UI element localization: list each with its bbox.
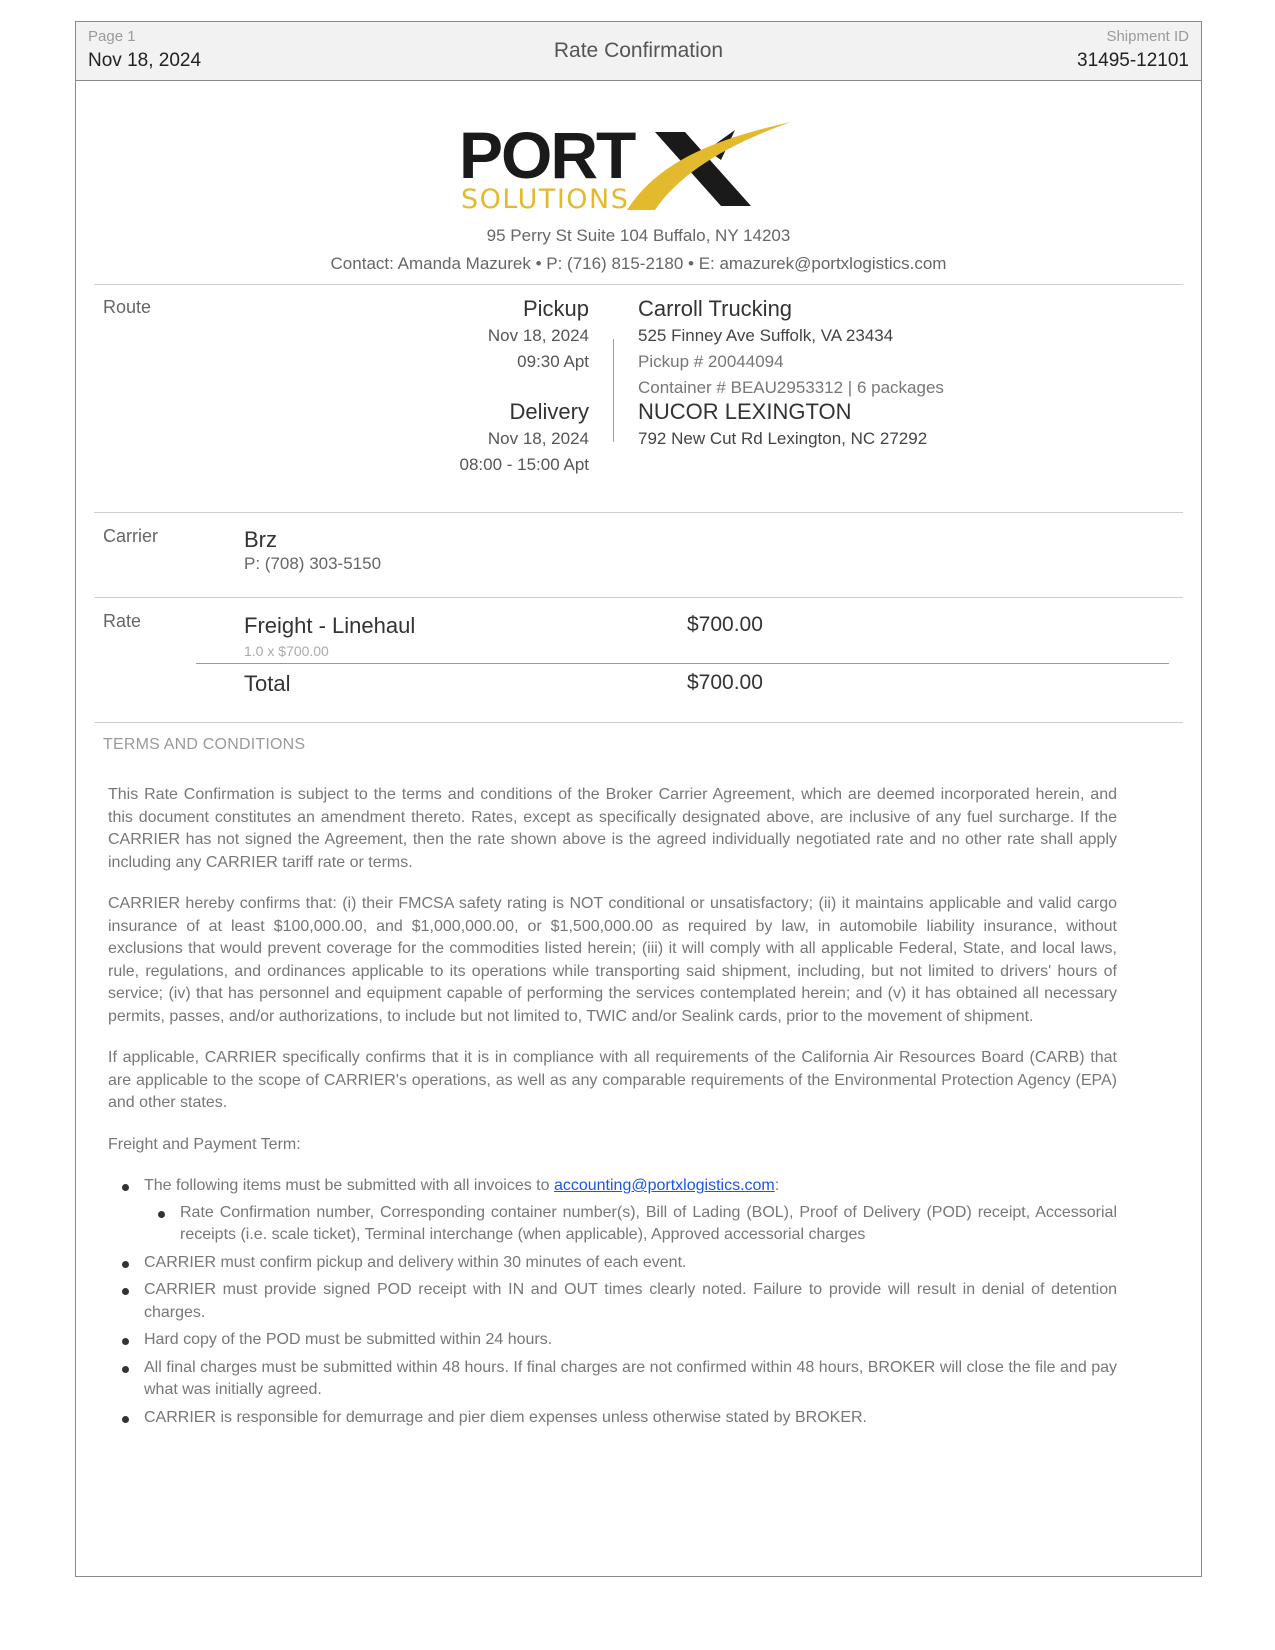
page-header <box>76 22 1201 81</box>
carrier-label: Carrier <box>103 526 159 546</box>
pickup-time: 09:30 Apt <box>517 352 589 371</box>
list-item: All final charges must be submitted within 48 hours. If final charges are not confirmed within 48 hours, BROKER will close the file and pay what was initially agreed. <box>108 1357 1117 1402</box>
bullet-icon <box>122 1366 129 1373</box>
list-item: Rate Confirmation number, Corresponding container number(s), Bill of Lading (BOL), Proof of Delivery (POD) receipt, Accessorial receipts (i.e. scale ticket), Terminal interchange (when applicable), Approved accessorial charges <box>144 1202 1117 1247</box>
rate-label: Rate <box>103 611 142 631</box>
divider <box>94 722 1183 723</box>
bullet-icon <box>122 1261 129 1268</box>
bullet-icon <box>122 1338 129 1345</box>
container-info: Container # BEAU2953312 | 6 packages <box>638 378 944 397</box>
payment-terms-list <box>108 1175 1117 1429</box>
terms-heading: TERMS AND CONDITIONS <box>103 736 306 753</box>
terms-paragraph: This Rate Confirmation is subject to the terms and conditions of the Broker Carrier Agreement, which are deemed incorporated herein, and this document constitutes an amendment thereto. Rates, except as specifically designated above, are inclusive of any fuel surcharge. If the CARRIER has not signed the Agreement, then the rate shown above is the agreed individually negotiated rate and no other rate shall apply including any CARRIER tariff rate or terms. <box>108 786 1117 871</box>
payment-terms-heading: Freight and Payment Term: <box>108 1135 301 1153</box>
document-date: Nov 18, 2024 <box>88 50 202 71</box>
logo-sub-text: SOLUTIONS <box>461 184 630 215</box>
pickup-number: Pickup # 20044094 <box>638 352 784 371</box>
list-item: CARRIER is responsible for demurrage and pier diem expenses unless otherwise stated by BROKER. <box>108 1407 1117 1430</box>
pickup-name: Carroll Trucking <box>638 296 793 321</box>
shipment-id: 31495-12101 <box>1077 50 1189 71</box>
route-label: Route <box>103 297 152 317</box>
delivery-name: NUCOR LEXINGTON <box>638 399 852 424</box>
bullet-icon <box>122 1184 129 1191</box>
terms-paragraph: CARRIER hereby confirms that: (i) their FMCSA safety rating is NOT conditional or unsatisfactory; (ii) it maintains applicable and valid cargo insurance of at least $100,000.00, and $1,000,000.00, or $1,500,000.00 as required by law, in automobile liability insurance, without exclusions that would prevent coverage for the commodities listed herein; (iii) it will comply with all applicable Federal, State, and local laws, rule, regulations, and ordinances applicable to its operations while transporting said shipment, including, but not limited to drivers' hours of service; (iv) that has personnel and equipment capable of performing the services contemplated herein; and (v) it has obtained all necessary permits, passes, and/or authorizations, to include but not limited to, TWIC and/or Sealink cards, prior to the movement of shipment. <box>108 895 1117 1025</box>
delivery-schedule <box>460 398 590 478</box>
pickup-location <box>638 295 944 401</box>
divider <box>94 597 1183 598</box>
delivery-time: 08:00 - 15:00 Apt <box>459 455 589 474</box>
carrier-phone: P: (708) 303-5150 <box>244 554 382 573</box>
company-logo <box>459 120 799 220</box>
logo-main-text: PORT <box>459 120 635 192</box>
rate-item-amount: $700.00 <box>687 613 763 636</box>
accounting-email-link[interactable]: accounting@portxlogistics.com <box>553 1177 775 1194</box>
pickup-title: Pickup <box>522 296 589 321</box>
document-title: Rate Confirmation <box>553 39 724 62</box>
pickup-address: 525 Finney Ave Suffolk, VA 23434 <box>638 326 894 345</box>
carrier-name: Brz <box>244 527 277 552</box>
list-item: Hard copy of the POD must be submitted within 24 hours. <box>108 1329 1117 1352</box>
list-item: The following items must be submitted with all invoices to accounting@portxlogistics.com: Rate Confirmation number, Corresponding container number(s), Bill of Lading (BOL), Proof of Delivery (POD) receipt, Accessorial receipts (i.e. scale ticket), Terminal interchange (when applicable), Approved accessorial charges <box>108 1175 1117 1247</box>
terms-body <box>108 784 1117 1434</box>
delivery-title: Delivery <box>509 399 589 424</box>
route-divider <box>613 339 614 442</box>
rate-divider <box>196 663 1169 664</box>
pickup-date: Nov 18, 2024 <box>487 326 589 345</box>
divider <box>94 512 1183 513</box>
rate-item-detail: 1.0 x $700.00 <box>244 643 329 659</box>
delivery-date: Nov 18, 2024 <box>487 429 589 448</box>
rate-confirmation-page <box>75 21 1202 1577</box>
sub-list <box>144 1202 1117 1247</box>
total-label: Total <box>244 671 291 696</box>
bullet-icon <box>122 1416 129 1423</box>
total-amount: $700.00 <box>687 671 763 694</box>
terms-paragraph: If applicable, CARRIER specifically confirms that it is in compliance with all requirements of the California Air Resources Board (CARB) that are applicable to the scope of CARRIER's operations, as well as any comparable requirements of the Environmental Protection Agency (EPA) and other states. <box>108 1049 1117 1111</box>
shipment-id-label: Shipment ID <box>1106 28 1189 45</box>
divider <box>94 284 1183 285</box>
company-contact: Contact: Amanda Mazurek • P: (716) 815-2180 • E: amazurek@portxlogistics.com <box>330 254 947 273</box>
company-address: 95 Perry St Suite 104 Buffalo, NY 14203 <box>486 226 791 245</box>
pickup-schedule <box>488 295 589 375</box>
bullet-icon <box>158 1211 165 1218</box>
delivery-location <box>638 398 927 452</box>
list-item: CARRIER must confirm pickup and delivery within 30 minutes of each event. <box>108 1252 1117 1275</box>
delivery-address: 792 New Cut Rd Lexington, NC 27292 <box>638 429 928 448</box>
page-number: Page 1 <box>88 28 136 45</box>
shipment-info <box>1077 28 1189 74</box>
rate-item-name: Freight - Linehaul <box>244 613 416 638</box>
list-item: CARRIER must provide signed POD receipt with IN and OUT times clearly noted. Failure to provide will result in denial of detention charges. <box>108 1279 1117 1324</box>
bullet-icon <box>122 1288 129 1295</box>
